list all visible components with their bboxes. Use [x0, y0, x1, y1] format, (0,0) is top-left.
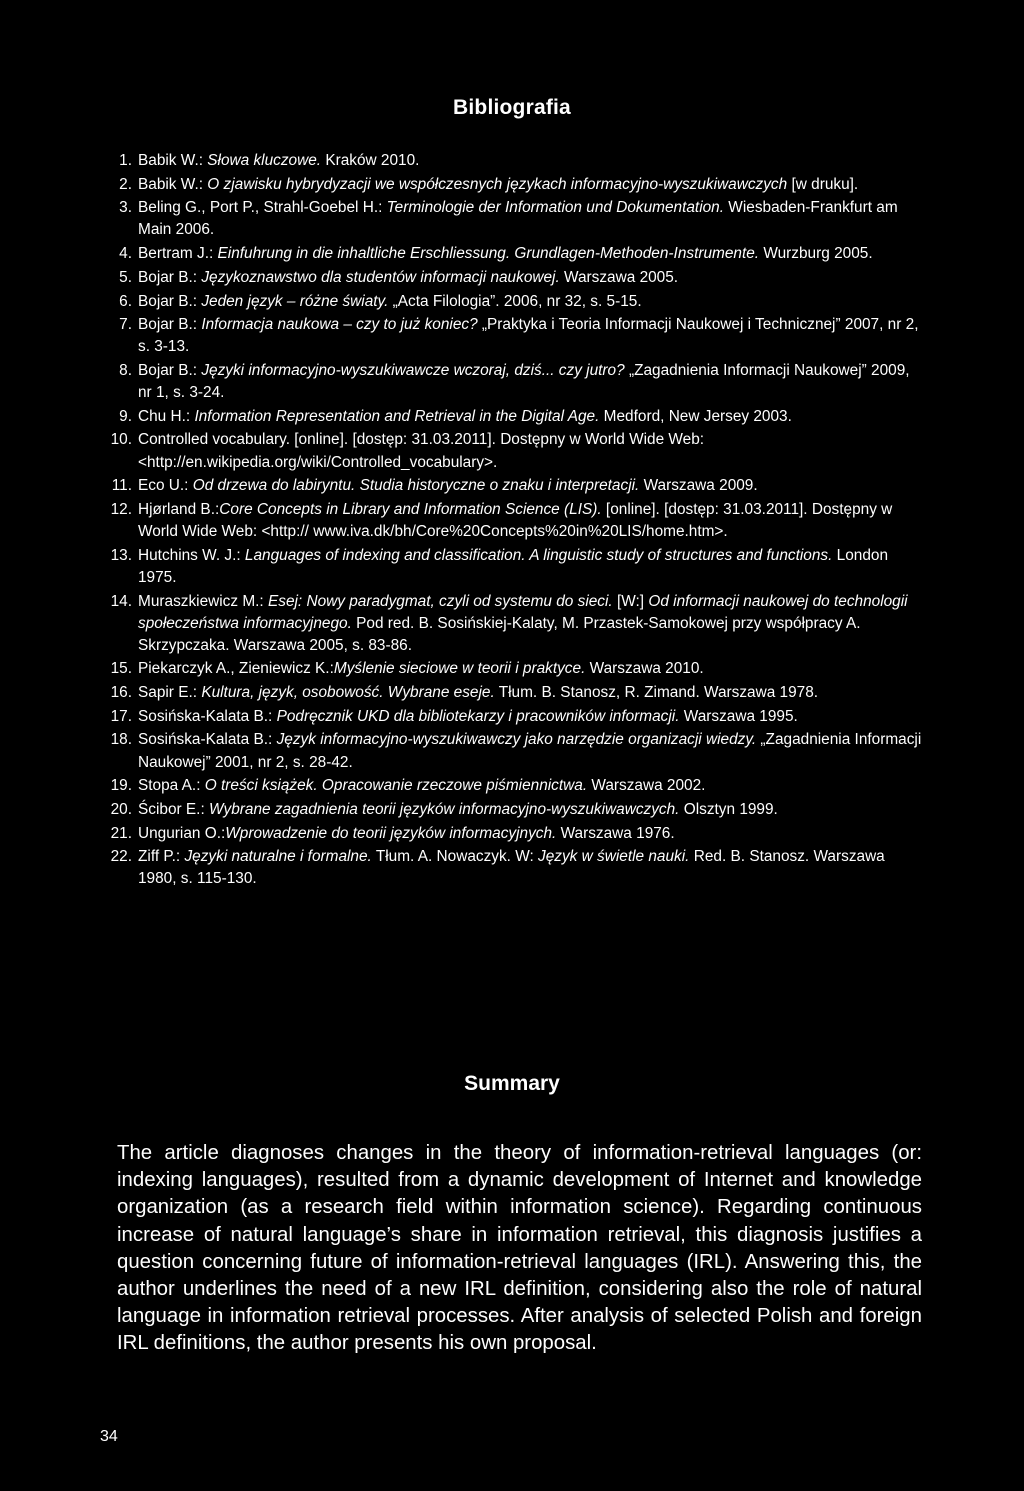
entry-text-run: Ungurian O.:: [138, 824, 226, 842]
entry-title: Core Concepts in Library and Information Science (LIS).: [219, 500, 602, 518]
entry-text-run: [online]. [dostęp: 31.03.2011]. Dostępny w World Wide Web: <http:// www.iva.dk/bh/Core%20Concepts%20in%20LIS/home.htm>.: [138, 500, 893, 541]
entry-text-run: Sapir E.:: [138, 684, 202, 702]
entry-text-run: Sosińska-Kalata B.:: [138, 707, 277, 725]
entry-text-run: Ścibor E.:: [138, 800, 209, 818]
entry-number: 22.: [110, 848, 132, 866]
entry-title: Podręcznik UKD dla bibliotekarzy i pracowników informacji.: [276, 707, 680, 725]
entry-title: Języki naturalne i formalne.: [184, 848, 372, 866]
entry-text: [138, 777, 705, 794]
entry-text-run: Pod red. B. Sosińskiej-Kalaty, M. Przastek-Samokowej przy współpracy A. Skrzypczaka. Warszawa 2005, s. 83-86.: [138, 614, 861, 654]
entry-text-run: Bojar B.:: [138, 292, 202, 310]
entry-text-run: Warszawa 2002.: [587, 777, 706, 795]
entry-text-run: Ziff P.:: [138, 848, 185, 866]
entry-title: O zjawisku hybrydyzacji we współczesnych językach informacyjno-wyszukiwawczych: [207, 175, 788, 193]
entry-text: [138, 199, 898, 238]
entry-text-run: Bertram J.:: [138, 245, 218, 263]
summary-paragraph: The article diagnoses changes in the theory of information-retrieval languages (or: indexing languages), resulted from a dynamic development of Internet and knowledge organization (as a research field within information science). Regarding continuous increase of natural language’s share in information retrieval, this diagnosis justifies a question concerning future of information-retrieval languages (IRL). Answering this, the author underlines the need of a new IRL definition, considering also the role of natural language in information retrieval processes. After analysis of selected Polish and foreign IRL definitions, the author presents his own proposal.: [117, 1142, 922, 1355]
bibliography-heading: Bibliografia: [453, 96, 571, 119]
entry-text-run: „Zagadnienia Informacji Naukowej” 2001, nr 2, s. 28-42.: [138, 731, 922, 771]
entry-text-run: Wiesbaden-Frankfurt am Main 2006.: [138, 199, 898, 239]
entry-text-run: Sosińska-Kalata B.:: [138, 731, 277, 749]
page-number: 34: [100, 1428, 118, 1445]
entry-title: Terminologie der Information und Dokumentation.: [386, 199, 725, 217]
entry-text-run: Babik W.:: [138, 175, 208, 193]
entry-number: 20.: [110, 800, 132, 818]
entry-number: 18.: [110, 731, 132, 749]
bibliography-entry: [100, 475, 926, 497]
entry-title: Wybrane zagadnienia teorii języków informacyjno-wyszukiwawczych.: [209, 800, 680, 818]
entry-text: [138, 848, 885, 887]
entry-text: [138, 825, 675, 842]
entry-text-run: Bojar B.:: [138, 316, 202, 334]
entry-number: 13.: [110, 546, 132, 564]
bibliography-entry: [100, 729, 926, 773]
entry-text-run: „Zagadnienia Informacji Naukowej” 2009, nr 1, s. 3-24.: [138, 362, 910, 402]
bibliography-entry: [100, 658, 926, 680]
entry-title: O treści książek. Opracowanie rzeczowe piśmiennictwa.: [204, 777, 588, 795]
entry-text: [138, 431, 704, 470]
entry-text: [138, 269, 678, 286]
entry-text: [138, 660, 704, 677]
entry-number: 8.: [119, 362, 132, 379]
entry-title: Languages of indexing and classification. A linguistic study of structures and functions.: [244, 546, 833, 564]
entry-text-run: Warszawa 1995.: [679, 707, 798, 725]
entry-text: [138, 801, 778, 818]
entry-title: Information Representation and Retrieval in the Digital Age.: [194, 407, 600, 425]
entry-number: 2.: [119, 175, 132, 193]
entry-title: Myślenie sieciowe w teorii i praktyce.: [333, 660, 586, 678]
bibliography-list: [100, 150, 926, 892]
entry-text: [138, 293, 642, 310]
entry-title: Od informacji naukowej do technologii społeczeństwa informacyjnego.: [138, 592, 908, 632]
entry-text: [138, 245, 873, 262]
entry-number: 3.: [119, 199, 132, 217]
entry-title: Einfuhrung in die inhaltliche Erschliessung. Grundlagen-Methoden-Instrumente.: [217, 245, 760, 263]
entry-text: [138, 362, 910, 401]
entry-title: Jeden język – różne światy.: [201, 292, 389, 310]
entry-text-run: Stopa A.:: [138, 777, 205, 795]
entry-number: 10.: [110, 431, 132, 449]
entry-number: 5.: [119, 268, 132, 286]
entry-text: [138, 708, 798, 725]
bibliography-entry: [100, 799, 926, 821]
entry-number: 4.: [119, 245, 132, 263]
entry-title: Esej: Nowy paradygmat, czyli od systemu do sieci.: [267, 592, 613, 610]
entry-text-run: Hutchins W. J.:: [138, 546, 245, 564]
entry-text-run: London 1975.: [138, 546, 889, 586]
entry-number: 1.: [119, 152, 132, 169]
entry-text: [138, 408, 792, 425]
bibliography-entry: [100, 314, 926, 358]
entry-text-run: [w druku].: [787, 175, 859, 193]
bibliography-entry: [100, 197, 926, 241]
entry-text-run: Kraków 2010.: [321, 152, 420, 169]
entry-text-run: „Acta Filologia”. 2006, nr 32, s. 5-15.: [388, 292, 642, 310]
entry-text-run: Muraszkiewicz M.:: [138, 592, 268, 610]
entry-text: [138, 547, 888, 586]
entry-number: 6.: [119, 292, 132, 310]
bibliography-entry: [100, 267, 926, 289]
entry-text-run: Piekarczyk A., Zieniewicz K.:: [138, 660, 334, 678]
bibliography-entry: [100, 823, 926, 845]
bibliography-entry: [100, 591, 926, 657]
entry-text-run: [W:]: [612, 592, 649, 610]
entry-text: [138, 501, 892, 540]
entry-number: 12.: [110, 500, 132, 518]
bibliography-entry: [100, 775, 926, 797]
bibliography-entry: [100, 499, 926, 543]
entry-number: 14.: [110, 592, 132, 610]
entry-text-run: Controlled vocabulary. [online]. [dostęp: 31.03.2011]. Dostępny w World Wide Web: <http://en.wikipedia.org/wiki/Controlled_vocabulary>.: [138, 431, 705, 471]
entry-number: 19.: [110, 777, 132, 795]
entry-title: Języki informacyjno-wyszukiwawcze wczoraj, dziś... czy jutro?: [201, 362, 625, 379]
entry-title: Kultura, język, osobowość. Wybrane eseje.: [201, 684, 495, 702]
entry-text-run: „Praktyka i Teoria Informacji Naukowej i Technicznej” 2007, nr 2, s. 3-13.: [138, 316, 919, 356]
entry-text: [138, 316, 918, 355]
entry-text: [138, 731, 921, 770]
entry-number: 7.: [119, 316, 132, 334]
entry-number: 21.: [110, 824, 132, 842]
entry-text-run: Olsztyn 1999.: [679, 800, 778, 818]
bibliography-entry: [100, 682, 926, 704]
entry-title: Informacja naukowa – czy to już koniec?: [201, 316, 478, 334]
bibliography-entry: [100, 406, 926, 428]
entry-text-run: Bojar B.:: [138, 268, 202, 286]
bibliography-entry: [100, 174, 926, 196]
entry-number: 11.: [111, 477, 132, 495]
entry-text-run: Medford, New Jersey 2003.: [599, 407, 792, 425]
bibliography-entry: [100, 291, 926, 313]
entry-title: Język informacyjno-wyszukiwawczy jako narzędzie organizacji wiedzy.: [276, 731, 757, 749]
bibliography-entry: [100, 150, 926, 172]
entry-text: [138, 684, 818, 701]
bibliography-entry: [100, 243, 926, 265]
entry-text-run: Tłum. A. Nowaczyk. W:: [371, 848, 539, 866]
entry-number: 16.: [110, 684, 132, 702]
entry-text-run: Eco U.:: [138, 477, 193, 495]
entry-number: 15.: [110, 660, 132, 678]
entry-text-run: Bojar B.:: [138, 362, 202, 379]
entry-text-run: Babik W.:: [138, 152, 208, 169]
entry-text: [138, 176, 858, 193]
entry-title: Język w świetle nauki.: [538, 848, 690, 866]
entry-text-run: Hjørland B.:: [138, 500, 220, 518]
entry-text-run: Warszawa 2009.: [639, 477, 758, 495]
entry-text-run: Warszawa 1976.: [556, 824, 675, 842]
entry-text-run: Tłum. B. Stanosz, R. Zimand. Warszawa 1978.: [494, 684, 819, 702]
entry-text: [138, 152, 419, 169]
entry-text-run: Warszawa 2005.: [559, 268, 679, 286]
bibliography-entry: [100, 360, 926, 404]
entry-text: [138, 593, 908, 654]
entry-text-run: Beling G., Port P., Strahl-Goebel H.:: [138, 199, 387, 217]
entry-title: Wprowadzenie do teorii języków informacyjnych.: [225, 824, 557, 842]
entry-title: Językoznawstwo dla studentów informacji naukowej.: [201, 268, 560, 286]
entry-text: [138, 477, 758, 494]
entry-title: Od drzewa do labiryntu. Studia historyczne o znaku i interpretacji.: [192, 477, 640, 495]
bibliography-entry: [100, 545, 926, 589]
entry-text-run: Red. B. Stanosz. Warszawa 1980, s. 115-130.: [138, 848, 885, 888]
bibliography-entry: [100, 846, 926, 890]
entry-number: 9.: [119, 407, 132, 425]
bibliography-entry: [100, 429, 926, 473]
entry-text-run: Wurzburg 2005.: [759, 245, 873, 263]
entry-number: 17.: [110, 707, 132, 725]
entry-text-run: Warszawa 2010.: [585, 660, 704, 678]
entry-text-run: Chu H.:: [138, 407, 195, 425]
bibliography-entry: [100, 706, 926, 728]
entry-title: Słowa kluczowe.: [207, 152, 322, 169]
summary-heading: Summary: [464, 1072, 560, 1095]
